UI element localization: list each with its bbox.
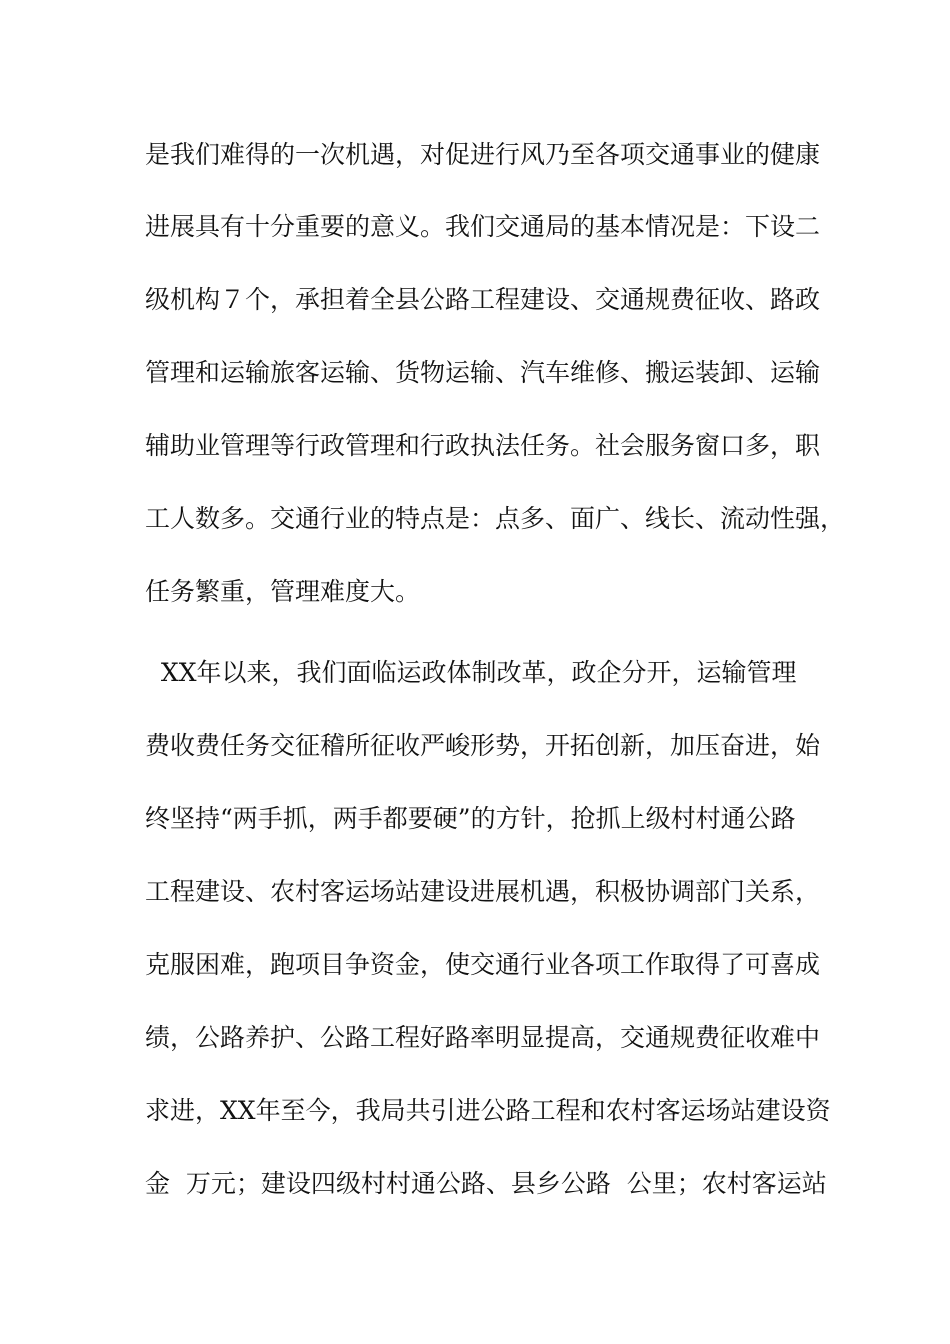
paragraph-2-line-6: 绩，公路养护、公路工程好路率明显提高，交通规费征收难中 [145, 1023, 821, 1052]
paragraph-1-line-7: 任务繁重，管理难度大。 [145, 577, 421, 606]
paragraph-2-line-7: 求进，XX年至今，我局共引进公路工程和农村客运场站建设资 [145, 1096, 831, 1125]
paragraph-1-line-1: 是我们难得的一次机遇，对促进行风乃至各项交通事业的健康 [145, 140, 821, 169]
paragraph-1-line-5: 辅助业管理等行政管理和行政执法任务。社会服务窗口多，职 [145, 431, 821, 460]
paragraph-2-line-3: 终坚持“两手抓，两手都要硬”的方针，抢抓上级村村通公路 [145, 804, 796, 833]
paragraph-2-line-1: XX年以来，我们面临运政体制改革，政企分开，运输管理 [145, 658, 797, 687]
paragraph-1-line-6: 工人数多。交通行业的特点是：点多、面广、线长、流动性强， [145, 504, 846, 533]
paragraph-1-line-2: 进展具有十分重要的意义。我们交通局的基本情况是：下设二 [145, 212, 821, 241]
paragraph-2-line-5: 克服困难，跑项目争资金，使交通行业各项工作取得了可喜成 [145, 950, 821, 979]
paragraph-2-line-4: 工程建设、农村客运场站建设进展机遇，积极协调部门关系， [145, 877, 821, 906]
paragraph-2-line-8: 金 万元；建设四级村村通公路、县乡公路 公里；农村客运站 [145, 1169, 827, 1198]
paragraph-2-line-2: 费收费任务交征稽所征收严峻形势，开拓创新，加压奋进，始 [145, 731, 821, 760]
paragraph-1-line-4: 管理和运输旅客运输、货物运输、汽车维修、搬运装卸、运输 [145, 358, 821, 387]
paragraph-1-line-3: 级机构７个，承担着全县公路工程建设、交通规费征收、路政 [145, 285, 821, 314]
